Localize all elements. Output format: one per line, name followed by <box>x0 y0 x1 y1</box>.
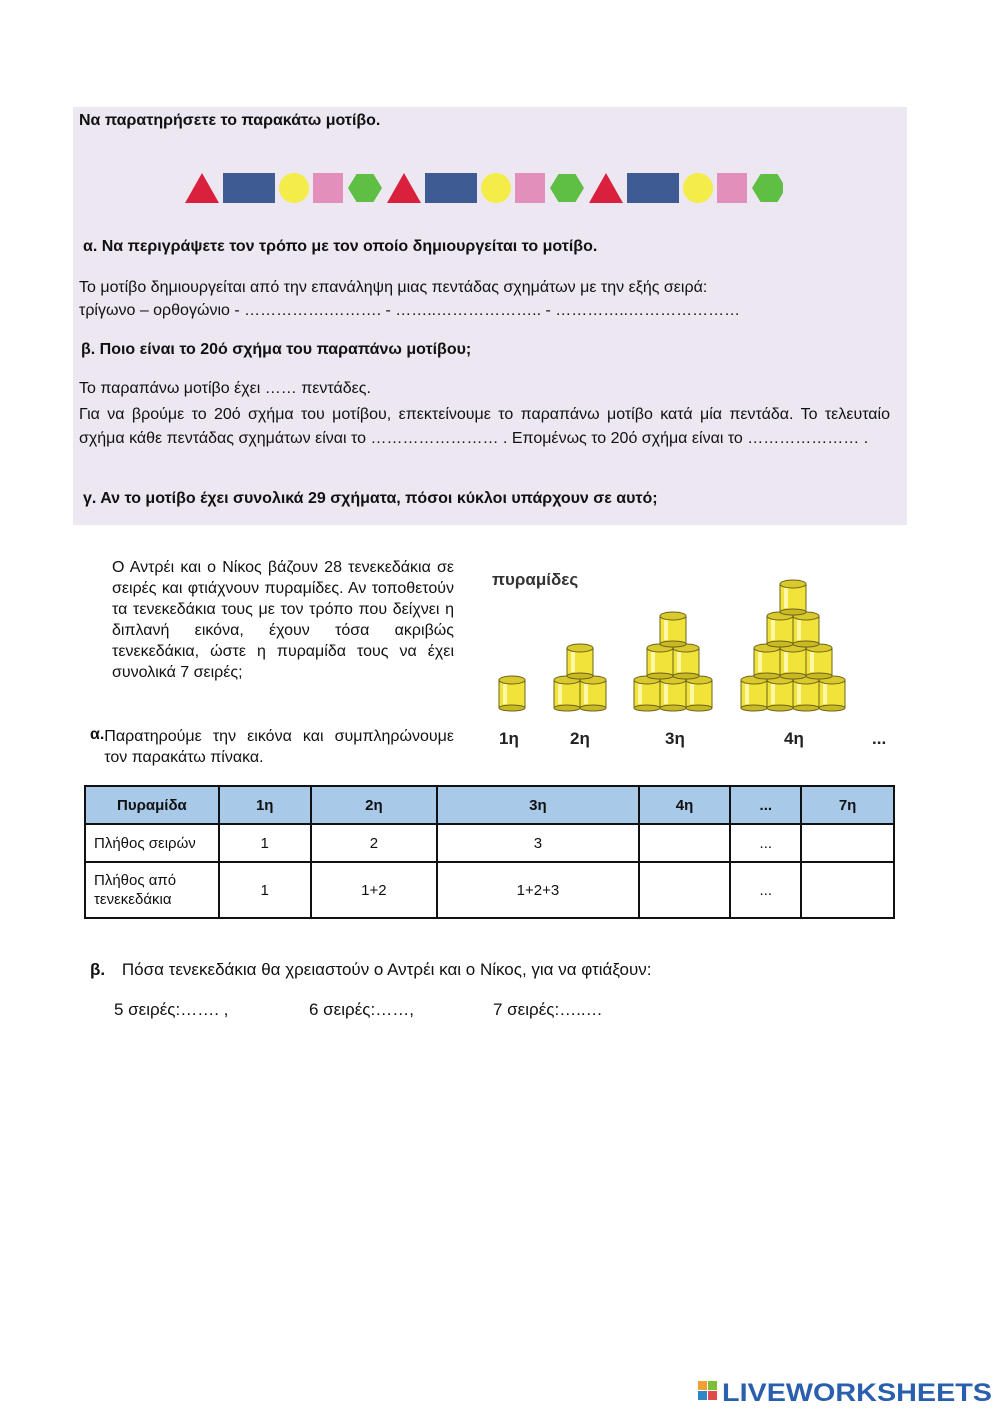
can-icon <box>793 676 819 711</box>
table-header: 7η <box>801 786 894 824</box>
table-cell: 1 <box>219 824 311 862</box>
can-icon <box>806 644 832 679</box>
square-shape <box>313 173 343 203</box>
question-a2-label: α. <box>90 726 105 743</box>
question-b-heading: β. Ποιο είναι το 20ό σχήμα του παραπάνω μοτίβου; <box>81 341 472 358</box>
question-a2-text: Παρατηρούμε την εικόνα και συμπληρώνουμε τον παρακάτω πίνακα. <box>104 728 454 766</box>
can-icon <box>567 644 593 679</box>
hexagon-shape <box>348 174 382 202</box>
table-header: 1η <box>219 786 311 824</box>
can-icon <box>634 676 660 711</box>
liveworksheets-logo <box>698 1378 994 1408</box>
question-c-heading: γ. Αν το μοτίβο έχει συνολικά 29 σχήματα, πόσοι κύκλοι υπάρχουν σε αυτό; <box>83 490 658 507</box>
can-icon <box>754 644 780 679</box>
hexagon-shape <box>752 174 783 202</box>
table-header: ... <box>730 786 801 824</box>
answer-cell[interactable] <box>639 862 731 918</box>
question-b-line-1: Το παραπάνω μοτίβο έχει …… πεντάδες. <box>79 380 371 397</box>
table-row <box>85 862 894 918</box>
table-cell: ... <box>730 862 801 918</box>
triangle-shape <box>185 173 219 203</box>
circle-shape <box>481 173 511 203</box>
question-b2-label: β. <box>90 960 106 979</box>
can-icon <box>819 676 845 711</box>
table-cell: ... <box>730 824 801 862</box>
can-icon <box>767 612 793 647</box>
triangle-shape <box>387 173 421 203</box>
table-cell: Πλήθος σειρών <box>85 824 219 862</box>
square-shape <box>515 173 545 203</box>
pyramid-problem-intro: Ο Αντρέι και ο Νίκος βάζουν 28 τενεκεδάκια σε σειρές και φτιάχνουν πυραμίδες. Αν τοποθετούν τα τενεκεδάκια τους με τον τρόπο που δείχνει η διπλανή εικόνα, έχουν τόσα ακριβώς τενεκεδάκια, ώστε η πυραμίδα τους να έχει συνολικά 7 σειρές; <box>112 559 454 681</box>
question-b-paragraph: Για να βρούμε το 20ό σχήμα του μοτίβου, επεκτείνουμε το παραπάνω μοτίβο κατά μία πεντάδα. Το τελευταίο σχήμα κάθε πεντάδας σχημάτων είναι το …………………… . Επομένως το 20ό σχήμα είναι το ………………… . <box>79 406 890 447</box>
table-cell: 3 <box>437 824 638 862</box>
can-icon <box>580 676 606 711</box>
table-header: Πυραμίδα <box>85 786 219 824</box>
question-b2 <box>90 960 652 980</box>
question-a-line-2: τρίγωνο – ορθογώνιο - …………….………. - ……..……………….. - …………..………………… <box>79 302 741 319</box>
pyramid-label: ... <box>872 729 887 748</box>
question-b2-text: Πόσα τενεκεδάκια θα χρειαστούν ο Αντρέι και ο Νίκος, για να φτιάξουν: <box>121 960 652 979</box>
pyramid-label: 2η <box>570 729 590 748</box>
circle-shape <box>279 173 309 203</box>
can-icon <box>793 612 819 647</box>
answer-cell[interactable] <box>639 824 731 862</box>
table-cell: 1 <box>219 862 311 918</box>
pyramid-label: 1η <box>499 729 519 748</box>
pyramids-figure <box>485 560 905 760</box>
can-icon <box>780 580 806 615</box>
table-header-row <box>85 786 894 824</box>
can-icon <box>554 676 580 711</box>
can-icon <box>741 676 767 711</box>
can-icon <box>673 644 699 679</box>
can-icon <box>780 644 806 679</box>
table-cell: 1+2 <box>311 862 438 918</box>
answer-6-rows[interactable]: 6 σειρές:……, <box>309 1000 414 1019</box>
answer-cell[interactable] <box>801 862 894 918</box>
figure-title: πυραμίδες <box>492 570 579 589</box>
rectangle-shape <box>425 173 477 203</box>
can-icon <box>660 676 686 711</box>
shape-pattern <box>183 170 783 206</box>
table-header: 4η <box>639 786 731 824</box>
square-shape <box>717 173 747 203</box>
table-cell: 1+2+3 <box>437 862 638 918</box>
pyramid-table <box>84 785 895 919</box>
hexagon-shape <box>550 174 584 202</box>
rectangle-shape <box>627 173 679 203</box>
pyramid-label: 3η <box>665 729 685 748</box>
question-a-line-1: Το μοτίβο δημιουργείται από την επανάληψη μιας πεντάδας σχημάτων με την εξής σειρά: <box>79 279 708 296</box>
exercise-1-title: Να παρατηρήσετε το παρακάτω μοτίβο. <box>79 112 381 129</box>
circle-shape <box>683 173 713 203</box>
table-row <box>85 824 894 862</box>
can-icon <box>660 612 686 647</box>
table-cell: Πλήθος από τενεκεδάκια <box>85 862 219 918</box>
can-icon <box>767 676 793 711</box>
answer-cell[interactable] <box>801 824 894 862</box>
pyramid-label: 4η <box>784 729 804 748</box>
rectangle-shape <box>223 173 275 203</box>
question-a-heading: α. Να περιγράψετε τον τρόπο με τον οποίο δημιουργείται το μοτίβο. <box>83 238 598 255</box>
can-icon <box>686 676 712 711</box>
question-a2-block <box>90 726 454 768</box>
triangle-shape <box>589 173 623 203</box>
table-header: 3η <box>437 786 638 824</box>
can-icon <box>647 644 673 679</box>
can-icon <box>499 676 525 711</box>
answer-7-rows[interactable]: 7 σειρές:…..… <box>493 1000 603 1019</box>
answer-5-rows[interactable]: 5 σειρές:……. , <box>114 1000 229 1019</box>
brand-name: LIVEWORKSHEETS <box>722 1379 992 1407</box>
table-cell: 2 <box>311 824 438 862</box>
table-header: 2η <box>311 786 438 824</box>
